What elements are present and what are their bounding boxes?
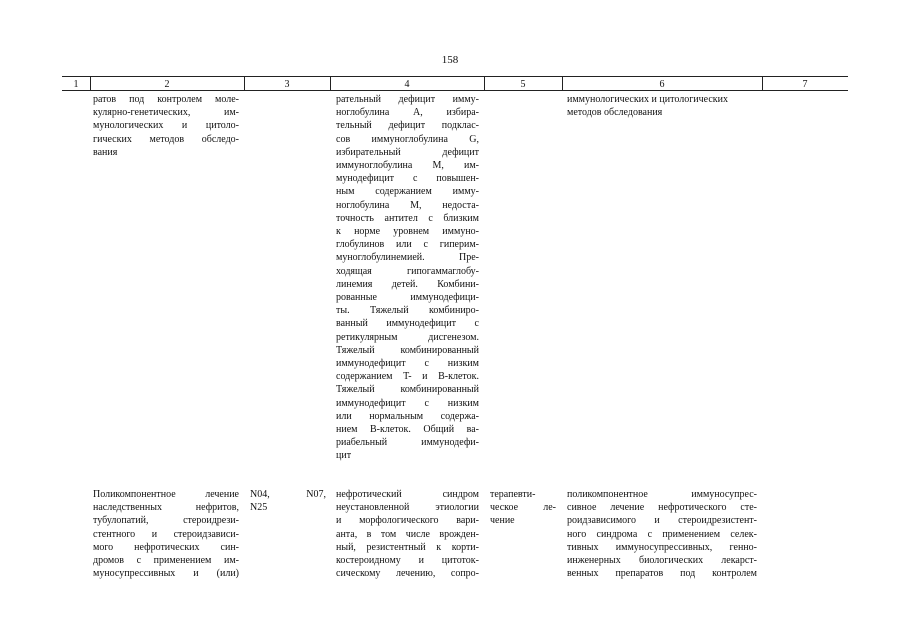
- text-line: поликомпонентное иммуносупрес-: [567, 489, 757, 500]
- text-line: методов обследования: [567, 107, 663, 119]
- text-line: иммунодефицит с низким: [336, 358, 479, 370]
- text-line: избирательный дефицит: [336, 146, 479, 158]
- text-line: и морфологического вари-: [336, 515, 479, 527]
- text-line: ходящая гипогаммаглобу-: [336, 265, 479, 277]
- text-line: глобулинов или с гиперим-: [336, 239, 479, 251]
- text-line: рательный дефицит имму-: [336, 94, 479, 105]
- text-line: ного синдрома с применением селек-: [567, 528, 757, 540]
- table-top-rule: [62, 76, 848, 77]
- row1-col6-text: [567, 93, 757, 119]
- text-line: ноглобулина A, избира-: [336, 107, 479, 119]
- row2-col4-text: [336, 488, 479, 580]
- page-number: 158: [441, 54, 459, 66]
- text-line: тубулопатий, стероидрези-: [93, 515, 239, 527]
- text-line: рованные иммунодефици-: [336, 292, 479, 304]
- text-line: ноглобулина M, недоста-: [336, 199, 479, 211]
- text-line: мунологических и цитоло-: [93, 120, 239, 132]
- text-line: цит: [336, 450, 352, 462]
- text-line: венных препаратов под контролем: [567, 568, 757, 580]
- text-line: иммуноглобулина M, им-: [336, 160, 479, 172]
- text-line: дромов с применением им-: [93, 555, 239, 567]
- text-line: ческое ле-: [490, 502, 556, 514]
- text-line: иммунодефицит с низким: [336, 397, 479, 409]
- column-header-2: 2: [164, 79, 170, 90]
- text-line: сическому лечению, сопро-: [336, 568, 479, 580]
- text-line: к норме уровнем иммуно-: [336, 226, 479, 238]
- column-header-4: 4: [404, 79, 410, 90]
- text-line: сивное лечение нефротического сте-: [567, 502, 757, 514]
- column-header-3: 3: [284, 79, 290, 90]
- text-line: муносупрессивных и (или): [93, 568, 239, 580]
- row1-col2-text: [93, 93, 239, 159]
- text-line: нием B-клеток. Общий ва-: [336, 424, 479, 436]
- text-line: Тяжелый комбинированный: [336, 344, 479, 356]
- text-line: сов иммуноглобулина G,: [336, 133, 479, 145]
- text-line: чение: [490, 515, 515, 527]
- text-line: линемия детей. Комбини-: [336, 278, 479, 290]
- text-line: ретикулярным дисгенезом.: [336, 331, 479, 343]
- text-line: инженерных биологических лекарст-: [567, 555, 757, 567]
- text-line: или нормальным содержа-: [336, 410, 479, 422]
- text-line: тивных иммуносупрессивных, генно-: [567, 541, 757, 553]
- column-header-1: 1: [73, 79, 79, 90]
- text-line: вания: [93, 146, 118, 158]
- text-line: ным содержанием имму-: [336, 186, 479, 198]
- row2-col5-text: [490, 488, 556, 528]
- row2-col3-text: [250, 488, 326, 514]
- text-line: неустановленной этиологии: [336, 502, 479, 514]
- text-line: роидзависимого и стероидрезистент-: [567, 515, 757, 527]
- text-line: Поликомпонентное лечение: [93, 489, 239, 500]
- text-line: иммунологических и цитологических: [567, 94, 729, 105]
- text-line: риабельный иммунодефи-: [336, 437, 479, 449]
- text-line: ный, резистентный к корти-: [336, 541, 479, 553]
- column-header-6: 6: [659, 79, 665, 90]
- text-line: ратов под контролем моле-: [93, 94, 239, 105]
- text-line: N04, N07,: [250, 489, 326, 500]
- text-line: мого нефротических син-: [93, 541, 239, 553]
- text-line: N25: [250, 502, 268, 514]
- text-line: гических методов обследо-: [93, 133, 239, 145]
- text-line: стентного и стероидзависи-: [93, 528, 239, 540]
- text-line: нефротический синдром: [336, 489, 479, 500]
- row1-col4-text: [336, 93, 479, 463]
- text-line: муноглобулинемией. Пре-: [336, 252, 479, 264]
- text-line: анта, в том числе врожден-: [336, 528, 479, 540]
- column-header-5: 5: [520, 79, 526, 90]
- text-line: точность антител с близким: [336, 212, 479, 224]
- text-line: содержанием T- и B-клеток.: [336, 371, 479, 383]
- text-line: Тяжелый комбинированный: [336, 384, 479, 396]
- text-line: ты. Тяжелый комбиниро-: [336, 305, 479, 317]
- column-header-7: 7: [802, 79, 808, 90]
- text-line: тельный дефицит подклас-: [336, 120, 479, 132]
- row2-col6-text: [567, 488, 757, 580]
- row2-col2-text: [93, 488, 239, 580]
- text-line: терапевти-: [490, 489, 536, 500]
- text-line: костероидному и цитоток-: [336, 555, 479, 567]
- text-line: кулярно-генетических, им-: [93, 107, 239, 119]
- text-line: наследственных нефритов,: [93, 502, 239, 514]
- text-line: мунодефицит с повышен-: [336, 173, 479, 185]
- text-line: ванный иммунодефицит с: [336, 318, 479, 330]
